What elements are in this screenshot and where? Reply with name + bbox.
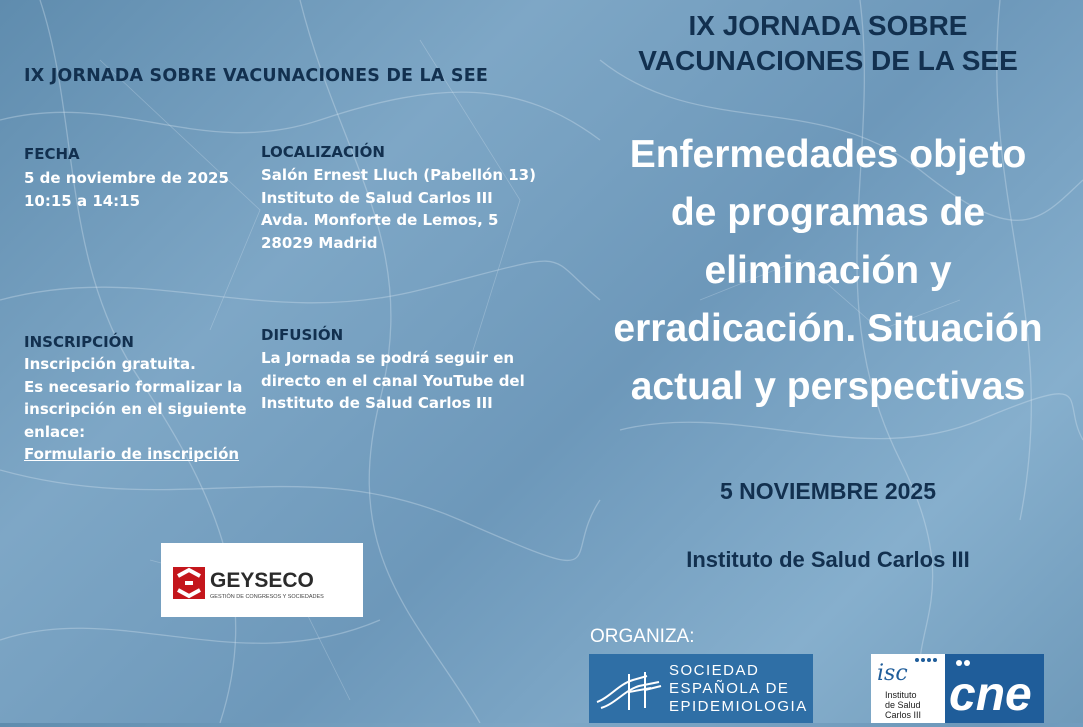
- subtitle-line: Enfermedades objeto: [629, 133, 1027, 176]
- event-venue: Instituto de Salud Carlos III: [686, 547, 970, 572]
- see-line: ESPAÑOLA DE: [669, 680, 790, 697]
- cne-logo: [945, 654, 1044, 723]
- fecha-heading: FECHA: [24, 145, 80, 163]
- cne-text: cne: [949, 668, 1032, 721]
- localizacion-line: Salón Ernest Lluch (Pabellón 13): [261, 166, 536, 184]
- difusion-line: directo en el canal YouTube del: [261, 371, 525, 390]
- localizacion-line: 28029 Madrid: [261, 233, 378, 252]
- inscripcion-line: Es necesario formalizar la: [24, 377, 243, 396]
- subtitle-line: de programas de: [670, 191, 986, 234]
- isc-dots-icon: [915, 658, 937, 662]
- localizacion-line: Instituto de Salud Carlos III: [261, 188, 493, 207]
- see-mark-icon: [597, 672, 661, 710]
- isc-line: Instituto: [885, 690, 917, 700]
- right-event-title: [598, 8, 1058, 78]
- event-date: 5 NOVIEMBRE 2025: [719, 478, 937, 504]
- right-title-line: IX JORNADA SOBRE: [688, 10, 968, 41]
- fecha-details: [24, 167, 229, 212]
- inscripcion-details: [24, 353, 254, 466]
- localizacion-heading: LOCALIZACIÓN: [261, 143, 385, 161]
- fecha-date: 5 de noviembre de 2025: [24, 169, 229, 187]
- inscripcion-line: inscripción en el siguiente: [24, 400, 247, 418]
- isc-logo: [871, 654, 945, 723]
- localizacion-details: [261, 164, 536, 254]
- organiza-label: ORGANIZA:: [590, 626, 695, 647]
- inscripcion-form-link[interactable]: Formulario de inscripción: [24, 445, 240, 463]
- geyseco-tagline: GESTIÓN DE CONGRESOS Y SOCIEDADES: [210, 594, 324, 600]
- right-title-line: VACUNACIONES DE LA SEE: [638, 45, 1018, 76]
- geyseco-mark-icon: [173, 567, 205, 599]
- isc-line: Carlos III: [885, 710, 922, 720]
- difusion-details: [261, 347, 551, 415]
- inscripcion-line: enlace:: [24, 422, 86, 441]
- see-logo: [589, 654, 813, 723]
- geyseco-logo: [161, 543, 363, 617]
- inscripcion-heading: INSCRIPCIÓN: [24, 333, 134, 351]
- isc-mark: isc: [877, 661, 908, 686]
- event-subtitle: [578, 126, 1078, 416]
- subtitle-line: actual y perspectivas: [630, 365, 1026, 408]
- geyseco-name: GEYSECO: [210, 569, 314, 592]
- isc-line: de Salud: [885, 700, 921, 710]
- see-line: SOCIEDAD: [669, 662, 760, 679]
- fecha-time: 10:15 a 14:15: [24, 191, 141, 210]
- localizacion-line: Avda. Monforte de Lemos, 5: [261, 211, 499, 229]
- difusion-line: Instituto de Salud Carlos III: [261, 394, 493, 412]
- cne-dots-icon: [956, 660, 970, 666]
- left-event-title: IX JORNADA SOBRE VACUNACIONES DE LA SEE: [24, 66, 488, 86]
- see-line: EPIDEMIOLOGIA: [669, 698, 808, 715]
- subtitle-line: erradicación. Situación: [613, 307, 1043, 350]
- difusion-heading: DIFUSIÓN: [261, 326, 344, 344]
- subtitle-line: eliminación y: [704, 249, 952, 292]
- inscripcion-line: Inscripción gratuita.: [24, 355, 196, 373]
- difusion-line: La Jornada se podrá seguir en: [261, 349, 515, 367]
